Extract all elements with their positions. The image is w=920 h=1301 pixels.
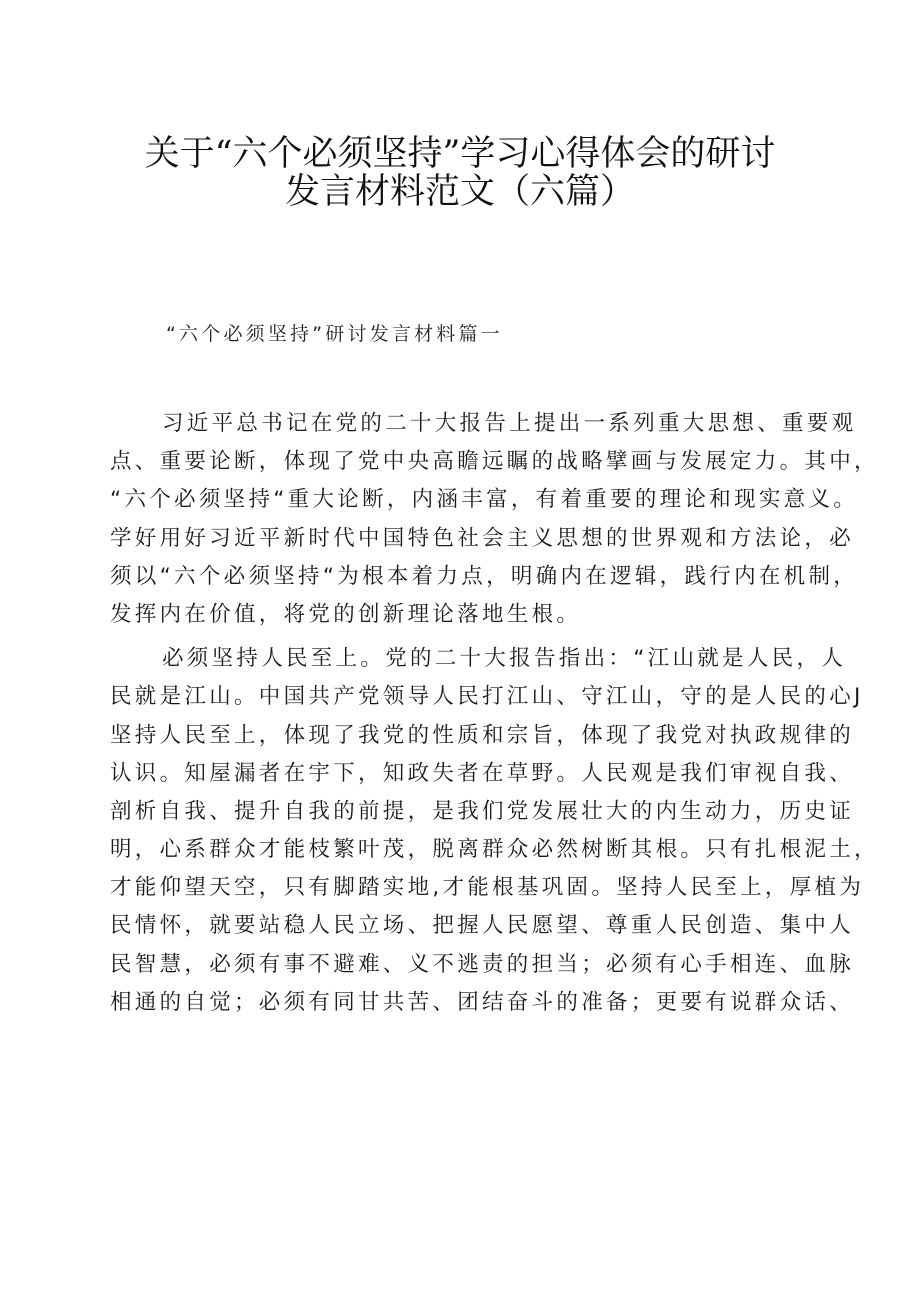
paragraph-line: 必须坚持人民至上。党的二十大报告指出：“江山就是人民，人 (162, 646, 847, 672)
paragraph-line: 点、重要论断，体现了党中央高瞻远瞩的战略擘画与发展定力。其中， (110, 449, 879, 475)
paragraph-line: 习近平总书记在党的二十大报告上提出一系列重大思想、重要观 (162, 411, 857, 436)
document-title-line-2: 发言材料范文（六篇） (284, 172, 635, 212)
document-body (110, 405, 879, 1022)
paragraph-line: 才能仰望天空，只有脚踏实地,才能根基巩固。坚持人民至上，厚植为 (110, 875, 865, 901)
paragraph-line: 发挥内在价值，将党的创新理论落地生根。 (110, 601, 582, 627)
paragraph-line: 明，心系群众才能枝繁叶茂，脱离群众必然树断其根。只有扎根泥土， (110, 837, 879, 863)
paragraph-line: 坚持人民至上，体现了我党的性质和宗旨，体现了我党对执政规律的 (110, 722, 855, 748)
section-heading: “六个必须坚持”研讨发言材料篇一 (166, 323, 503, 345)
paragraph-line: “六个必须坚持“重大论断，内涵丰富，有着重要的理论和现实意义。 (110, 487, 859, 513)
document-title-line-1: 关于“六个必须坚持”学习心得体会的研讨 (144, 134, 776, 174)
paragraph-line: 认识。知屋漏者在宇下，知政失者在草野。人民观是我们审视自我、 (110, 760, 855, 786)
paragraph-line: 学好用好习近平新时代中国特色社会主义思想的世界观和方法论，必 (110, 525, 855, 551)
paragraph-line: 须以“六个必须坚持“为根本着力点，明确内在逻辑，践行内在机制， (110, 563, 859, 589)
paragraph-1 (110, 405, 879, 634)
paragraph-line: 民情怀，就要站稳人民立场、把握人民愿望、尊重人民创造、集中人 (110, 913, 855, 939)
paragraph-line: 民智慧，必须有事不避难、义不逃责的担当；必须有心手相连、血脉 (110, 951, 855, 977)
paragraph-line: 剖析自我、提升自我的前提，是我们党发展壮大的内生动力，历史证 (110, 798, 855, 824)
paragraph-line: 相通的自觉；必须有同甘共苦、团结奋斗的准备；更要有说群众话、 (110, 989, 855, 1015)
paragraph-2 (110, 640, 879, 1022)
paragraph-line: 民就是江山。中国共产党领导人民打江山、守江山，守的是人民的心J (110, 684, 864, 710)
